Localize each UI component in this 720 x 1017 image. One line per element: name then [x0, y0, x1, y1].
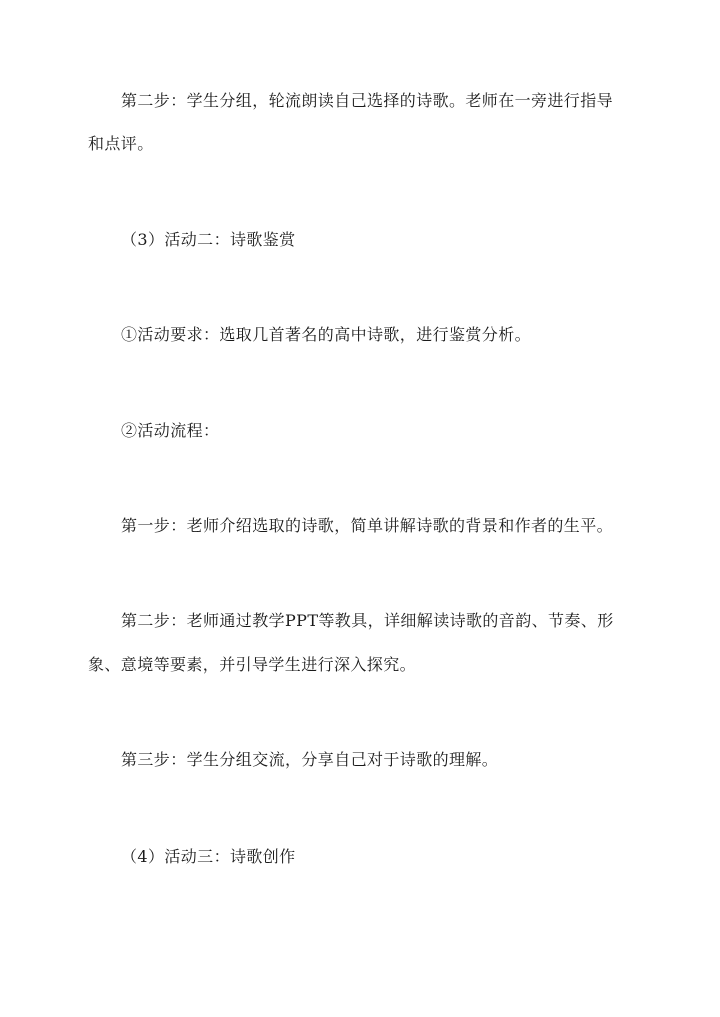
paragraph-activity-requirements: ①活动要求：选取几首著名的高中诗歌，进行鉴赏分析。: [121, 325, 532, 344]
heading-activity-3: （4）活动三：诗歌创作: [121, 847, 296, 866]
heading-activity-2: （3）活动二：诗歌鉴赏: [121, 230, 296, 249]
paragraph-step3-discussion: 第三步：学生分组交流，分享自己对于诗歌的理解。: [121, 750, 499, 769]
paragraph-step2-analysis-line2: 象、意境等要素，并引导学生进行深入探究。: [88, 655, 417, 674]
paragraph-step2-analysis-line1: 第二步：老师通过教学PPT等教具，详细解读诗歌的音韵、节奏、形: [121, 611, 614, 630]
paragraph-step1-introduction: 第一步：老师介绍选取的诗歌，简单讲解诗歌的背景和作者的生平。: [121, 516, 614, 535]
paragraph-activity-process: ②活动流程：: [121, 421, 220, 440]
paragraph-step2-reading-line2: 和点评。: [88, 134, 154, 153]
paragraph-step2-reading-line1: 第二步：学生分组，轮流朗读自己选择的诗歌。老师在一旁进行指导: [121, 91, 614, 110]
